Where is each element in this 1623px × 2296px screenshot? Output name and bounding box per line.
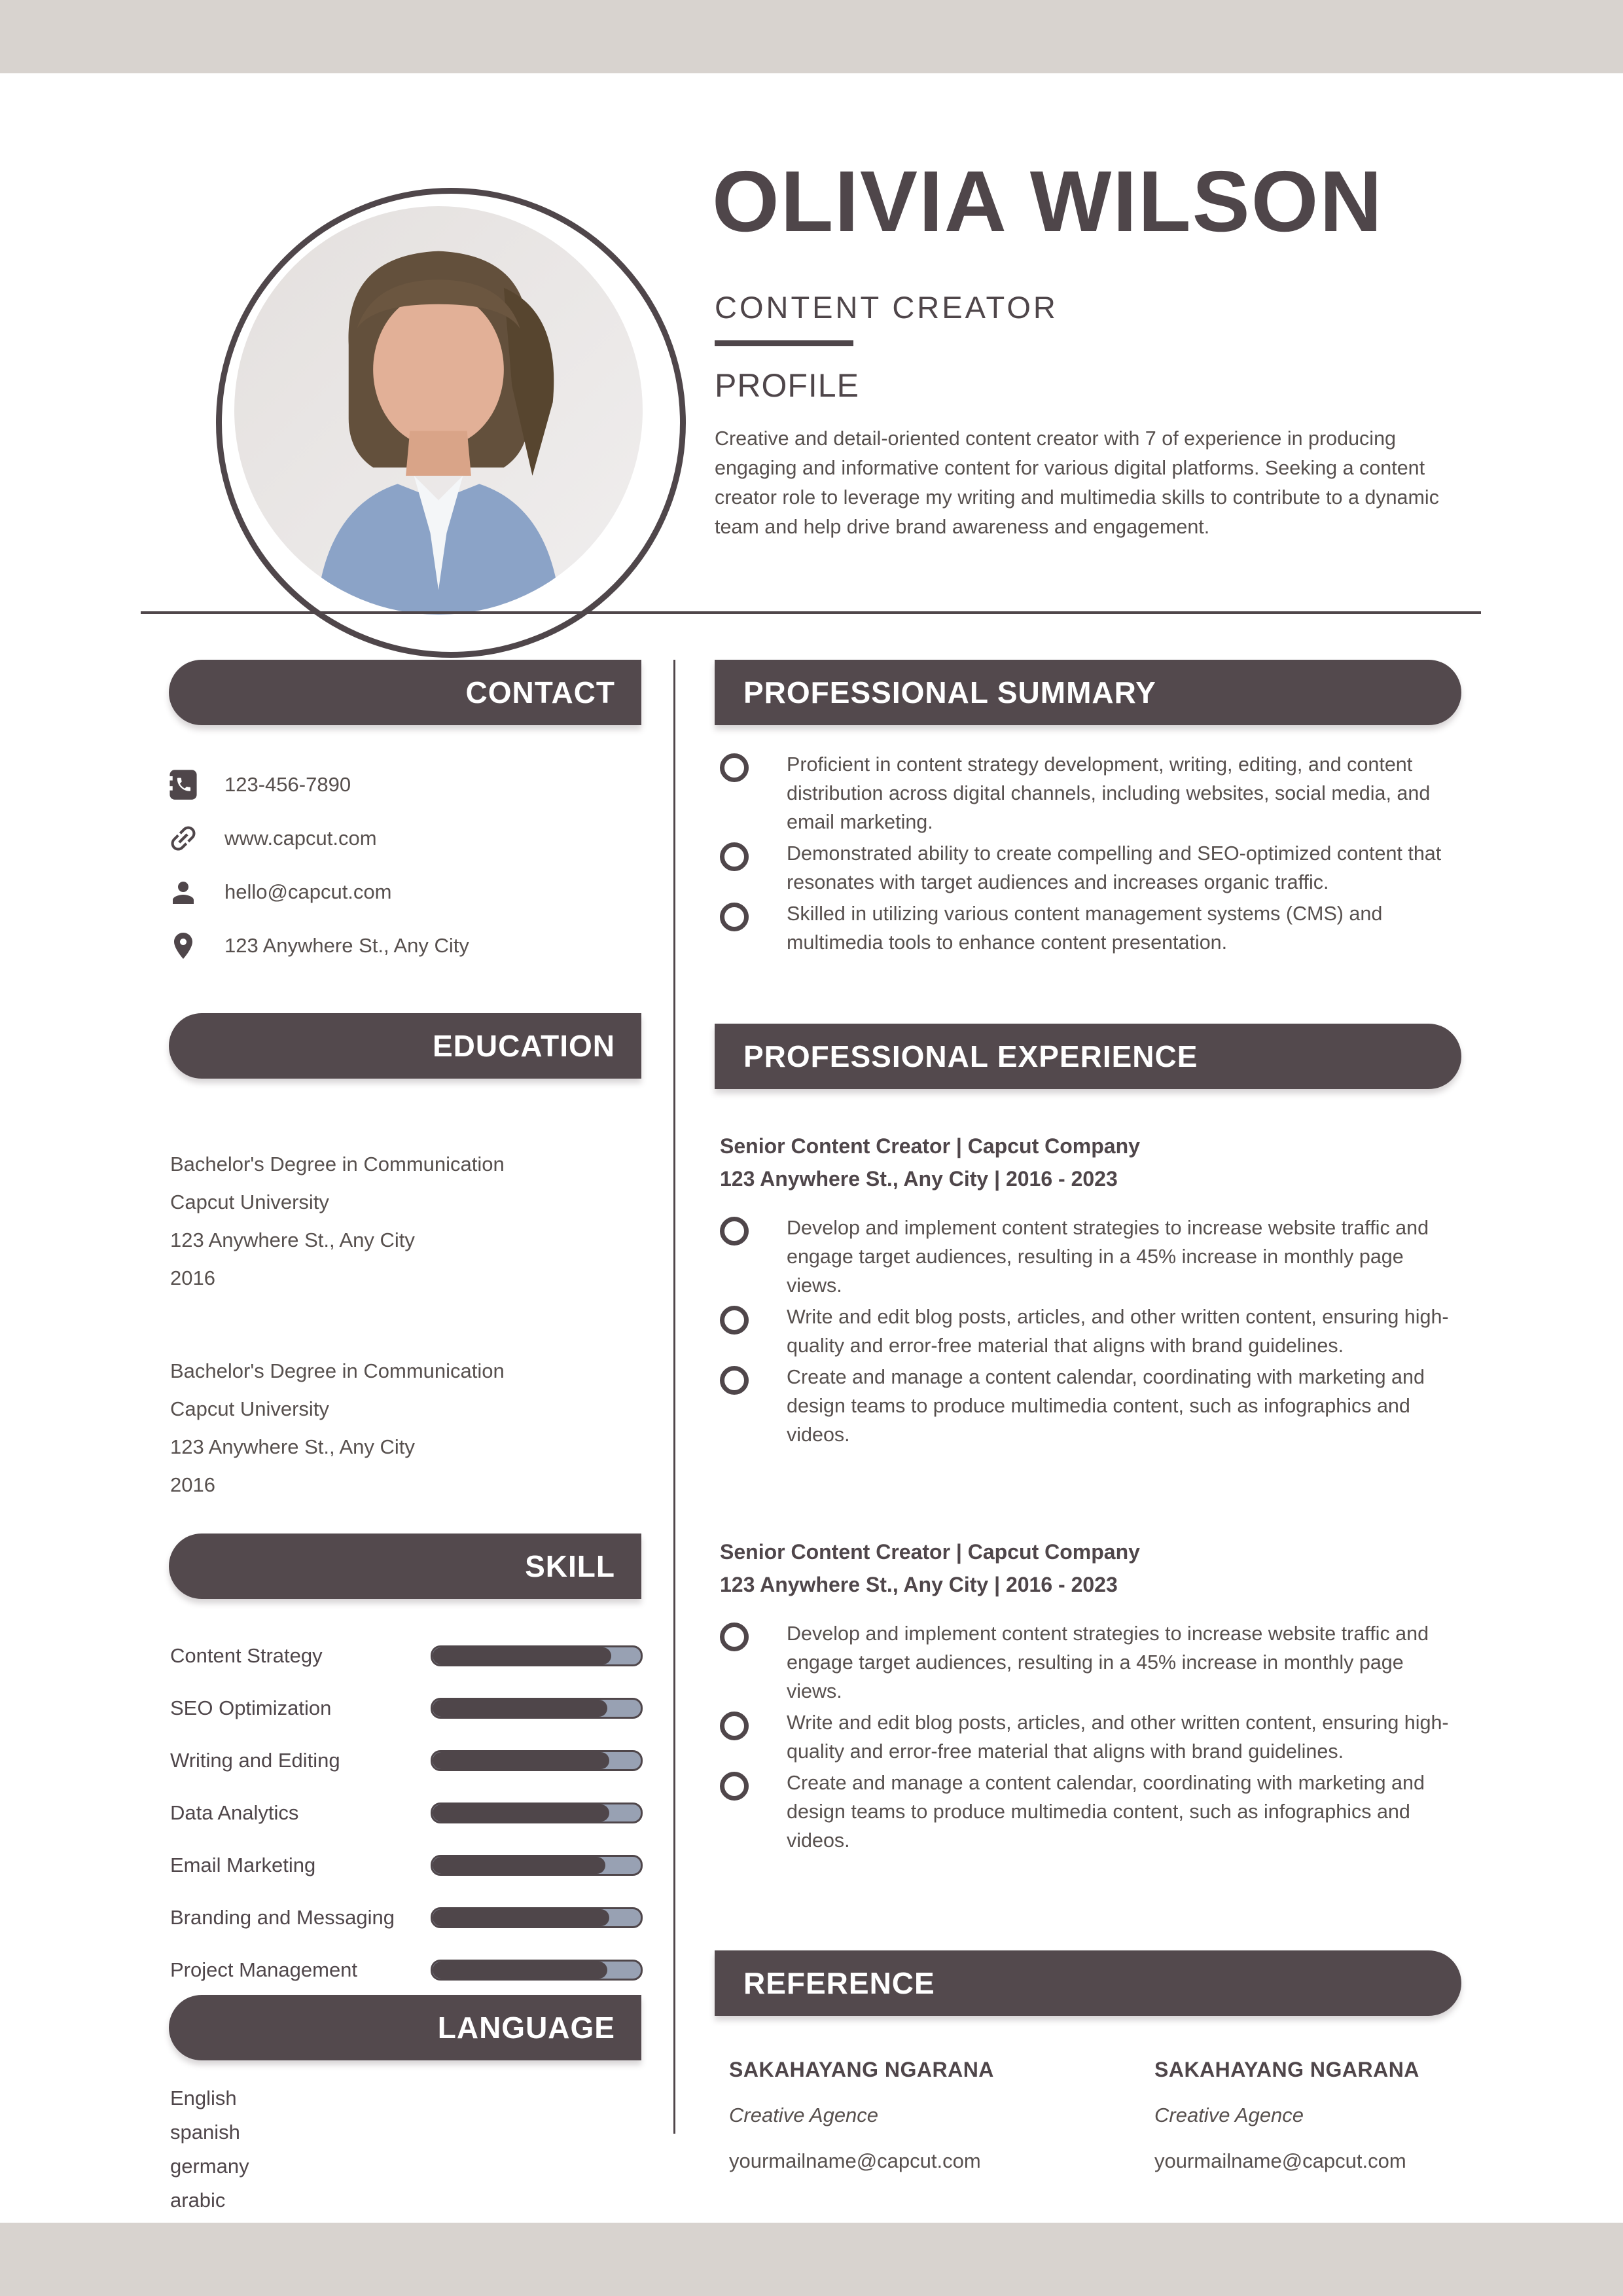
reference-heading: REFERENCE (743, 1966, 935, 2000)
language-item: English (170, 2087, 237, 2109)
bullet-text: Skilled in utilizing various content management systems (CMS) and multimedia tools to enhance content presentation. (787, 903, 1383, 954)
summary-bullet-list (720, 750, 1459, 960)
experience-section-banner (715, 1024, 1461, 1089)
bullet-item (720, 1363, 1459, 1449)
bullet-circle-icon (720, 1366, 749, 1395)
bullet-text: Write and edit blog posts, articles, and other written content, ensuring high-quality and error-free material that aligns with brand guidelines. (787, 1712, 1449, 1763)
skill-bar-track (431, 1960, 643, 1981)
skill-row (170, 1839, 654, 1892)
skill-bar-fill (433, 1857, 605, 1874)
reference-company: Creative Agence (729, 2104, 879, 2126)
language-section-banner (169, 1995, 641, 2060)
bullet-circle-icon (720, 753, 749, 782)
bullet-item (720, 1302, 1459, 1360)
education-entry (170, 1352, 654, 1504)
profile-photo-image (234, 206, 643, 615)
reference-entry (1154, 2058, 1455, 2173)
reference-name: SAKAHAYANG NGARANA (729, 2058, 994, 2081)
job-meta: 123 Anywhere St., Any City | 2016 - 2023 (720, 1167, 1118, 1191)
education-year: 2016 (170, 1266, 215, 1289)
bottom-band (0, 2223, 1623, 2296)
job-header (720, 1535, 1453, 1601)
skill-bar-track (431, 1803, 643, 1823)
language-item: arabic (170, 2189, 226, 2212)
contact-section-banner (169, 660, 641, 725)
contact-item-text: 123 Anywhere St., Any City (224, 934, 469, 957)
skill-section-banner (169, 1534, 641, 1599)
education-heading: EDUCATION (432, 1029, 615, 1063)
bullet-text: Demonstrated ability to create compelling and SEO-optimized content that resonates with target audiences and increases organic traffic. (787, 842, 1442, 893)
bullet-text: Proficient in content strategy development, writing, editing, and content distribution across digital channels, including websites, social media, and email marketing. (787, 753, 1431, 833)
skill-bar-fill (433, 1909, 609, 1926)
skill-label: Project Management (170, 1958, 358, 1981)
bullet-text: Create and manage a content calendar, coordinating with marketing and design teams to produce multimedia content, such as infographics and videos. (787, 1366, 1425, 1446)
pin-icon (166, 928, 201, 963)
skill-bar-track (431, 1645, 643, 1666)
job-header (720, 1130, 1453, 1195)
contact-list (166, 758, 650, 973)
skill-bar-fill (433, 1752, 609, 1769)
bullet-text: Create and manage a content calendar, coordinating with marketing and design teams to produce multimedia content, such as infographics and videos. (787, 1772, 1425, 1852)
bullet-text: Develop and implement content strategies to increase website traffic and engage target audiences, resulting in a 45% increase in monthly page views. (787, 1623, 1429, 1702)
skill-row (170, 1630, 654, 1682)
contact-item-text: www.capcut.com (224, 827, 377, 850)
language-heading: LANGUAGE (437, 2011, 615, 2045)
skill-row (170, 1682, 654, 1734)
summary-section-banner (715, 660, 1461, 725)
reference-company: Creative Agence (1154, 2104, 1304, 2126)
bullet-item (720, 1619, 1459, 1706)
skill-label: Branding and Messaging (170, 1906, 395, 1929)
summary-heading: PROFESSIONAL SUMMARY (743, 675, 1156, 709)
bullet-circle-icon (720, 1306, 749, 1335)
profile-text: Creative and detail-oriented content creator with 7 of experience in producing engaging and informative content for various digital platforms. Seeking a content creator role to leverage my writing and multimedia skills to contribute to a dynamic team and help drive brand awareness and engagement. (715, 427, 1439, 538)
skill-label: Data Analytics (170, 1801, 299, 1824)
reference-entry (729, 2058, 1154, 2173)
contact-item (166, 865, 650, 919)
contact-item (166, 758, 650, 812)
skill-label: Content Strategy (170, 1644, 323, 1667)
skill-label: Writing and Editing (170, 1749, 340, 1772)
profile-heading: PROFILE (715, 367, 859, 404)
reference-name: SAKAHAYANG NGARANA (1154, 2058, 1419, 2081)
reference-email: yourmailname@capcut.com (1154, 2149, 1406, 2172)
education-degree: Bachelor's Degree in Communication (170, 1153, 505, 1175)
bullet-item (720, 1708, 1459, 1766)
skill-bar-track (431, 1855, 643, 1876)
bullet-item (720, 839, 1459, 897)
education-address: 123 Anywhere St., Any City (170, 1435, 415, 1458)
contact-heading: CONTACT (465, 675, 615, 709)
reference-section-banner (715, 1950, 1461, 2016)
skill-bar-fill (433, 1647, 611, 1664)
right-column (715, 660, 1461, 2231)
skill-row (170, 1734, 654, 1787)
phone-icon (166, 767, 201, 802)
bullet-item (720, 1213, 1459, 1300)
language-list (170, 2081, 563, 2217)
skill-bar-fill (433, 1700, 607, 1717)
skill-row (170, 1892, 654, 1944)
bullet-text: Write and edit blog posts, articles, and other written content, ensuring high-quality and error-free material that aligns with brand guidelines. (787, 1306, 1449, 1357)
job-title: Senior Content Creator | Capcut Company (720, 1540, 1140, 1564)
bullet-circle-icon (720, 1712, 749, 1740)
bullet-circle-icon (720, 1772, 749, 1801)
skill-label: Email Marketing (170, 1854, 316, 1876)
language-item: germany (170, 2155, 249, 2178)
skill-bar-fill (433, 1962, 607, 1979)
bullet-item (720, 750, 1459, 836)
education-year: 2016 (170, 1473, 215, 1496)
job-meta: 123 Anywhere St., Any City | 2016 - 2023 (720, 1573, 1118, 1596)
language-item: spanish (170, 2121, 240, 2144)
education-entry (170, 1145, 654, 1297)
job-bullet-list (720, 1619, 1459, 1857)
reference-entries (729, 2058, 1455, 2173)
skill-heading: SKILL (525, 1549, 615, 1583)
job-bullet-list (720, 1213, 1459, 1452)
education-degree: Bachelor's Degree in Communication (170, 1359, 505, 1382)
education-school: Capcut University (170, 1397, 329, 1420)
skill-row (170, 1787, 654, 1839)
top-band (0, 0, 1623, 73)
contact-item (166, 919, 650, 973)
bullet-item (720, 1768, 1459, 1855)
bullet-circle-icon (720, 903, 749, 931)
education-section-banner (169, 1013, 641, 1079)
header-divider (141, 611, 1481, 614)
education-school: Capcut University (170, 1191, 329, 1213)
contact-item-text: 123-456-7890 (224, 773, 351, 796)
profile-photo (216, 188, 686, 658)
person-title: CONTENT CREATOR (715, 290, 1058, 325)
skill-bar-track (431, 1698, 643, 1719)
skill-list (170, 1630, 654, 1996)
contact-item (166, 812, 650, 865)
reference-email: yourmailname@capcut.com (729, 2149, 981, 2172)
skill-label: SEO Optimization (170, 1696, 332, 1719)
person-name: OLIVIA WILSON (712, 153, 1383, 249)
skill-bar-fill (433, 1804, 609, 1821)
experience-heading: PROFESSIONAL EXPERIENCE (743, 1039, 1198, 1073)
skill-bar-track (431, 1750, 643, 1771)
skill-row (170, 1944, 654, 1996)
person-icon (166, 874, 201, 910)
left-column (141, 660, 674, 2231)
title-divider (715, 340, 853, 346)
bullet-circle-icon (720, 1217, 749, 1246)
bullet-circle-icon (720, 1623, 749, 1651)
bullet-item (720, 899, 1459, 957)
contact-item-text: hello@capcut.com (224, 880, 392, 903)
education-address: 123 Anywhere St., Any City (170, 1229, 415, 1251)
job-title: Senior Content Creator | Capcut Company (720, 1134, 1140, 1158)
link-icon (166, 821, 201, 856)
skill-bar-track (431, 1907, 643, 1928)
bullet-circle-icon (720, 842, 749, 871)
bullet-text: Develop and implement content strategies to increase website traffic and engage target audiences, resulting in a 45% increase in monthly page views. (787, 1217, 1429, 1297)
